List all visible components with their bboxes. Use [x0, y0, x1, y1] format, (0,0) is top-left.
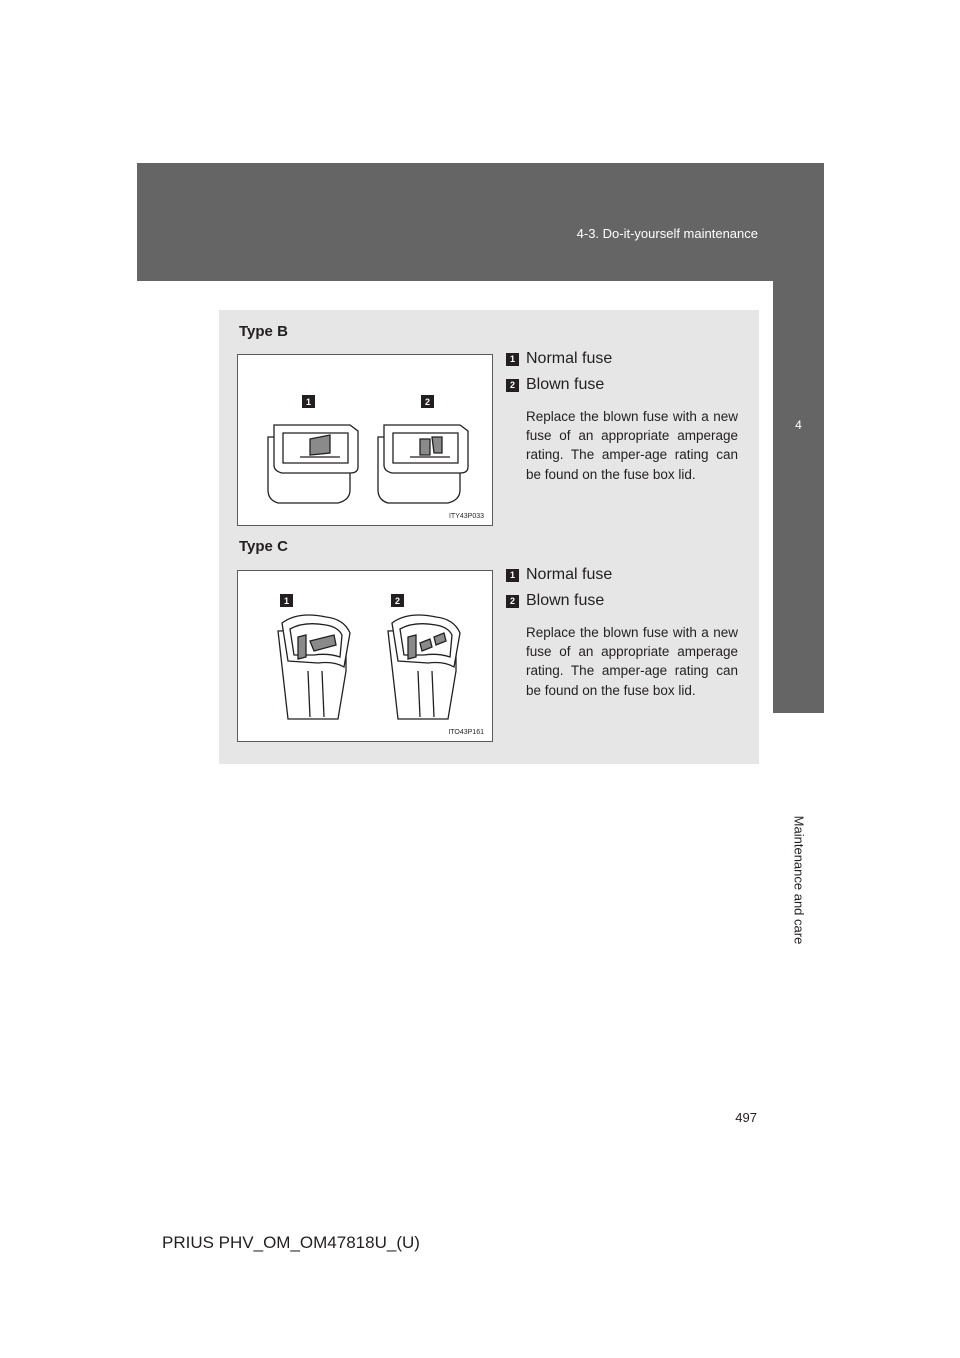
svg-text:1: 1 [305, 397, 312, 407]
type-b-legend-item-2 [506, 376, 604, 394]
normal-fuse-icon [268, 425, 358, 503]
type-c-legend-item-1 [506, 566, 612, 584]
legend-label: Normal fuse [526, 566, 613, 583]
normal-fuse-icon [278, 615, 350, 719]
marker-1-icon: 1 [506, 569, 519, 582]
type-b-description: Replace the blown fuse with a new fuse of an appropriate amperage rating. The amper-age rating can be found on the fuse box lid. [526, 409, 738, 482]
legend-label: Normal fuse [526, 350, 613, 367]
page-header [137, 163, 824, 281]
marker-2-icon: 2 [506, 379, 519, 392]
figure-code: ITY43P033 [448, 513, 484, 520]
type-c-fuse-illustration [237, 570, 493, 742]
type-c-fuse-drawing [238, 571, 494, 743]
svg-text:1: 1 [283, 596, 290, 606]
figure-code: ITO43P161 [448, 729, 484, 736]
type-c-heading: Type C [239, 538, 288, 555]
type-b-heading: Type B [239, 323, 288, 340]
legend-label: Blown fuse [526, 376, 605, 393]
chapter-title: Maintenance and care [791, 815, 807, 945]
chapter-tab [773, 281, 824, 713]
type-b-legend-item-1 [506, 350, 612, 368]
page-number: 497 [735, 1110, 757, 1125]
chapter-number: 4 [795, 418, 802, 432]
type-c-description: Replace the blown fuse with a new fuse of an appropriate amperage rating. The amper-age rating can be found on the fuse box lid. [526, 625, 738, 698]
type-b-fuse-illustration [237, 354, 493, 526]
section-title: 4-3. Do-it-yourself maintenance [576, 226, 758, 241]
document-id: PRIUS PHV_OM_OM47818U_(U) [162, 1233, 420, 1252]
type-c-legend-item-2 [506, 592, 604, 610]
blown-fuse-icon [378, 425, 468, 503]
svg-text:2: 2 [394, 596, 401, 606]
legend-label: Blown fuse [526, 592, 605, 609]
marker-1-icon: 1 [506, 353, 519, 366]
type-b-fuse-drawing [238, 355, 494, 527]
marker-2-icon: 2 [506, 595, 519, 608]
blown-fuse-icon [388, 615, 460, 719]
svg-text:2: 2 [424, 397, 431, 407]
